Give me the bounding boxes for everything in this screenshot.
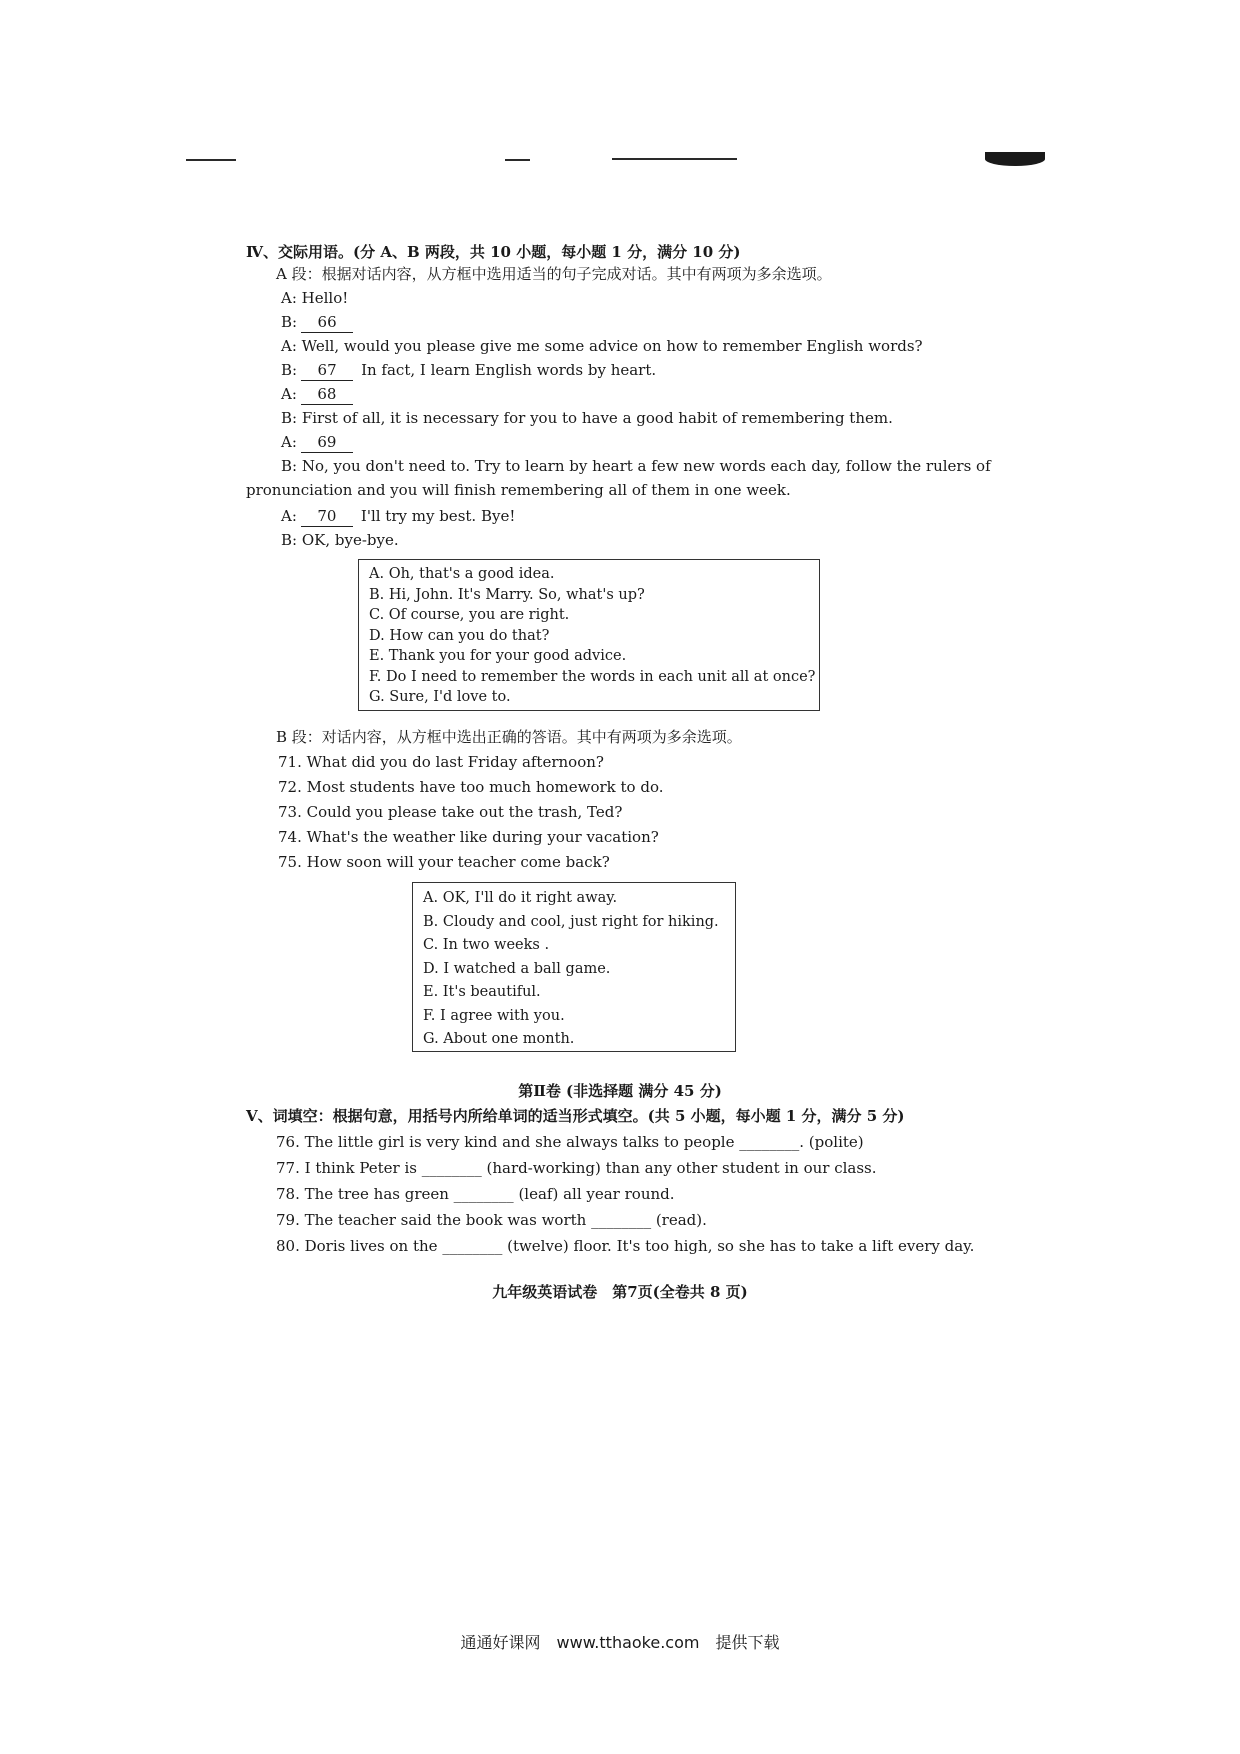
fill-item-80: 80. Doris lives on the ________ (twelve) floor. It's too high, so she has to take a lift every day. <box>276 1237 975 1255</box>
option-item: B. Hi, John. It's Marry. So, what's up? <box>369 586 645 603</box>
page-footer: 九年级英语试卷 第7页(全卷共 8 页) <box>492 1283 748 1301</box>
dialogue-line: B: First of all, it is necessary for you to have a good habit of remembering them. <box>281 409 893 427</box>
question-75: 75. How soon will your teacher come back? <box>278 853 610 871</box>
dialogue-line <box>281 506 515 527</box>
question-74: 74. What's the weather like during your vacation? <box>278 828 659 846</box>
fill-item-78: 78. The tree has green ________ (leaf) all year round. <box>276 1185 675 1203</box>
dialogue-line <box>281 360 656 381</box>
answer-blank-69: 69 <box>301 432 353 453</box>
answer-blank-68: 68 <box>301 384 353 405</box>
option-item: D. How can you do that? <box>369 627 550 644</box>
dialogue-line: pronunciation and you will finish remembering all of them in one week. <box>246 481 791 499</box>
fill-item-79: 79. The teacher said the book was worth ________ (read). <box>276 1211 707 1229</box>
option-item: A. OK, I'll do it right away. <box>423 890 618 906</box>
answer-blank-70: 70 <box>301 506 353 527</box>
option-item: C. Of course, you are right. <box>369 607 570 623</box>
dialogue-text: I'll try my best. Bye! <box>360 507 516 525</box>
part-b-instruction: B 段：对话内容，从方框中选出正确的答语。其中有两项为多余选项。 <box>276 728 742 746</box>
fill-item-76: 76. The little girl is very kind and she always talks to people ________. (polite) <box>276 1133 864 1151</box>
option-item: E. Thank you for your good advice. <box>369 648 627 664</box>
watermark-text: 通通好课网 www.tthaoke.com 提供下载 <box>460 1633 780 1652</box>
scan-edge-line <box>186 159 236 161</box>
speaker: A: <box>281 385 297 403</box>
question-72: 72. Most students have too much homework to do. <box>278 778 664 796</box>
volume-2-title: 第Ⅱ卷 (非选择题 满分 45 分) <box>518 1082 722 1100</box>
speaker: A: <box>281 507 297 525</box>
dialogue-line <box>281 312 361 333</box>
options-box-a <box>358 559 820 711</box>
dialogue-line: A: Well, would you please give me some advice on how to remember English words? <box>281 337 923 355</box>
scan-edge-line <box>612 158 737 160</box>
scan-edge-mark <box>985 152 1045 166</box>
answer-blank-66: 66 <box>301 312 353 333</box>
section-5-title: Ⅴ、词填空：根据句意，用括号内所给单词的适当形式填空。(共 5 小题，每小题 1 分，满分 5 分) <box>246 1107 905 1125</box>
speaker: A: <box>281 433 297 451</box>
option-item: B. Cloudy and cool, just right for hiking. <box>423 913 719 930</box>
option-item: E. It's beautiful. <box>423 984 541 1000</box>
section-4-title: Ⅳ、交际用语。(分 A、B 两段，共 10 小题，每小题 1 分，满分 10 分) <box>246 243 741 261</box>
option-item: G. About one month. <box>423 1031 575 1047</box>
answer-blank-67: 67 <box>301 360 353 381</box>
part-a-instruction: A 段：根据对话内容，从方框中选用适当的句子完成对话。其中有两项为多余选项。 <box>276 265 832 283</box>
option-item: D. I watched a ball game. <box>423 960 611 977</box>
option-item: A. Oh, that's a good idea. <box>369 566 555 582</box>
options-box-b <box>412 882 736 1052</box>
question-73: 73. Could you please take out the trash, Ted? <box>278 803 623 821</box>
dialogue-text: In fact, I learn English words by heart. <box>361 361 657 379</box>
dialogue-line <box>281 384 361 405</box>
question-71: 71. What did you do last Friday afternoon? <box>278 753 604 771</box>
dialogue-line: A: Hello! <box>281 289 349 307</box>
option-item: F. Do I need to remember the words in each unit all at once? <box>369 668 816 685</box>
dialogue-line: B: OK, bye-bye. <box>281 531 399 549</box>
option-item: G. Sure, I'd love to. <box>369 689 511 705</box>
option-item: C. In two weeks . <box>423 937 550 953</box>
dialogue-line: B: No, you don't need to. Try to learn by heart a few new words each day, follow the rulers of <box>281 457 991 475</box>
speaker: B: <box>281 313 298 331</box>
fill-item-77: 77. I think Peter is ________ (hard-working) than any other student in our class. <box>276 1159 877 1177</box>
speaker: B: <box>281 361 298 379</box>
option-item: F. I agree with you. <box>423 1007 565 1024</box>
scan-edge-line <box>505 159 530 161</box>
dialogue-line <box>281 432 361 453</box>
